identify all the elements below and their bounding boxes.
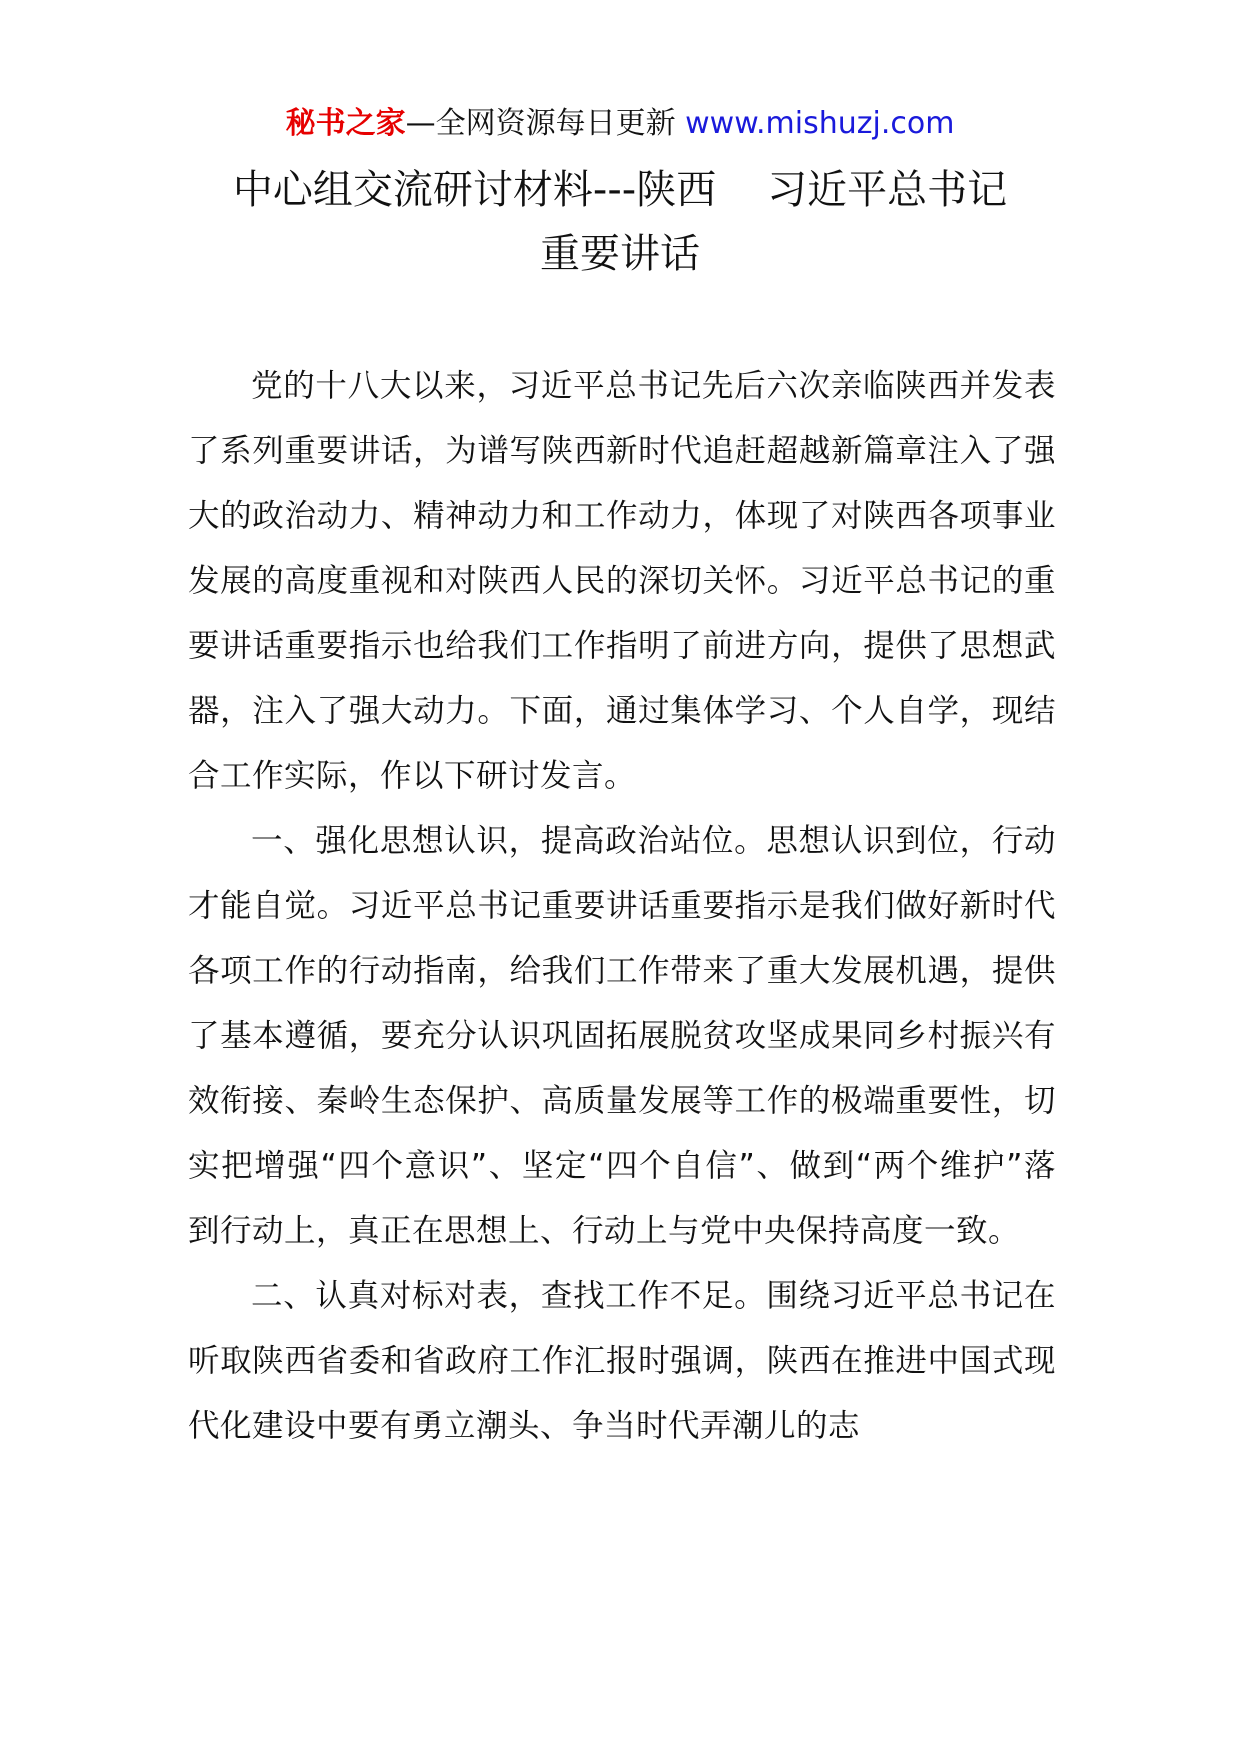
section-two-paragraph: 二、认真对标对表，查找工作不足。围绕习近平总书记在听取陕西省委和省政府工作汇报时强调，陕西在推进中国式现代化建设中要有勇立潮头、争当时代弄潮儿的志 xyxy=(188,1278,1056,1444)
site-tagline: —全网资源每日更新 xyxy=(405,106,676,141)
site-url-link[interactable]: www.mishuzj.com xyxy=(685,106,955,141)
intro-paragraph: 党的十八大以来，习近平总书记先后六次亲临陕西并发表了系列重要讲话，为谱写陕西新时代追赶超越新篇章注入了强大的政治动力、精神动力和工作动力，体现了对陕西各项事业发展的高度重视和对陕西人民的深切关怀。习近平总书记的重要讲话重要指示也给我们工作指明了前进方向，提供了思想武器，注入了强大动力。下面，通过集体学习、个人自学，现结合工作实际，作以下研讨发言。 xyxy=(188,368,1056,794)
site-header xyxy=(0,102,1240,146)
title-line-1: 中心组交流研讨材料---陕西 习近平总书记 xyxy=(232,167,1008,213)
document-title xyxy=(100,158,1140,286)
document-body xyxy=(188,354,1056,1459)
section-one-paragraph: 一、强化思想认识，提高政治站位。思想认识到位，行动才能自觉。习近平总书记重要讲话重要指示是我们做好新时代各项工作的行动指南，给我们工作带来了重大发展机遇，提供了基本遵循，要充分认识巩固拓展脱贫攻坚成果同乡村振兴有效衔接、秦岭生态保护、高质量发展等工作的极端重要性，切实把增强“四个意识”、坚定“四个自信”、做到“两个维护”落到行动上，真正在思想上、行动上与党中央保持高度一致。 xyxy=(188,823,1056,1249)
brand-name: 秘书之家 xyxy=(285,106,406,141)
title-line-2: 重要讲话 xyxy=(540,231,700,277)
